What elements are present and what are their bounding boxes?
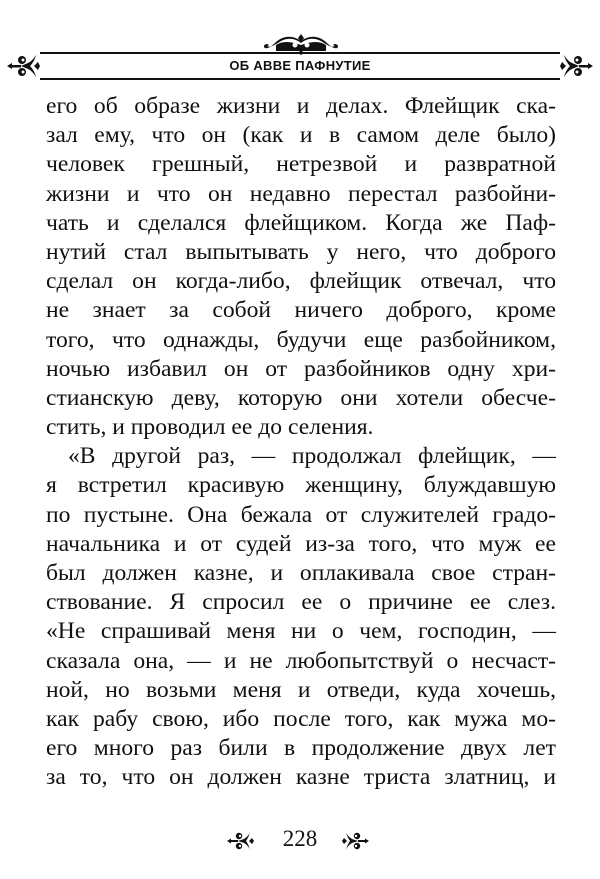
text-line: стить, и проводил ее до селения. [46,414,374,441]
text-line: человек грешный, нетрезвой и развратной [46,151,556,178]
body-text [46,92,556,793]
text-line: сделал он когда-либо, флейщик отвечал, что [46,268,556,295]
text-line: как рабу свою, ибо после того, как мужа мо- [46,705,556,732]
text-line: нутий стал выпытывать у него, что доброго [46,238,556,265]
running-title: ОБ АВВЕ ПАФНУТИЕ [229,58,371,73]
text-line: за то, что он должен казне триста златниц, и [46,764,556,791]
text-line: ствование. Я спросил ее о причине ее слез. [46,589,556,616]
header-rule-bottom [40,78,560,80]
text-line: «Не спрашивай меня ни о чем, господин, — [46,618,556,645]
text-line: стианскую деву, которую они хотели обесче- [46,384,556,411]
text-line: зал ему, что он (как и в самом деле было) [46,122,556,149]
text-line: не знает за собой ничего доброго, кроме [46,297,556,324]
text-line: ной, но возьми меня и отведи, куда хочешь, [46,676,556,703]
text-line: был должен казне, и оплакивала свое стран- [46,560,556,586]
text-line: его об образе жизни и делах. Флейщик ска- [46,93,556,119]
text-line: ночью избавил он от разбойников одну хри- [46,355,556,382]
text-line: начальника и от судей из-за того, что муж ее [46,530,556,557]
fleuron-footer-right-icon [340,830,370,852]
header-rule-top [40,52,560,54]
text-line: «В другой раз, — продолжал флейщик, — [68,443,556,470]
text-line: того, что однажды, будучи еще разбойником, [46,326,556,353]
page-footer [0,822,600,862]
text-line: по пустыне. Она бежала от служителей градо- [46,501,556,528]
text-line: его много раз били в продолжение двух лет [46,735,556,762]
text-line: я встретил красивую женщину, блуждавшую [46,472,556,499]
text-line: жизни и что он недавно перестал разбойни- [46,180,556,207]
text-line: чать и сделался флейщиком. Когда же Паф- [46,209,556,236]
page-header [0,0,600,95]
page-number: 228 [282,826,318,851]
text-line: сказала она, — и не любопытствуй о несчаст- [46,647,556,674]
